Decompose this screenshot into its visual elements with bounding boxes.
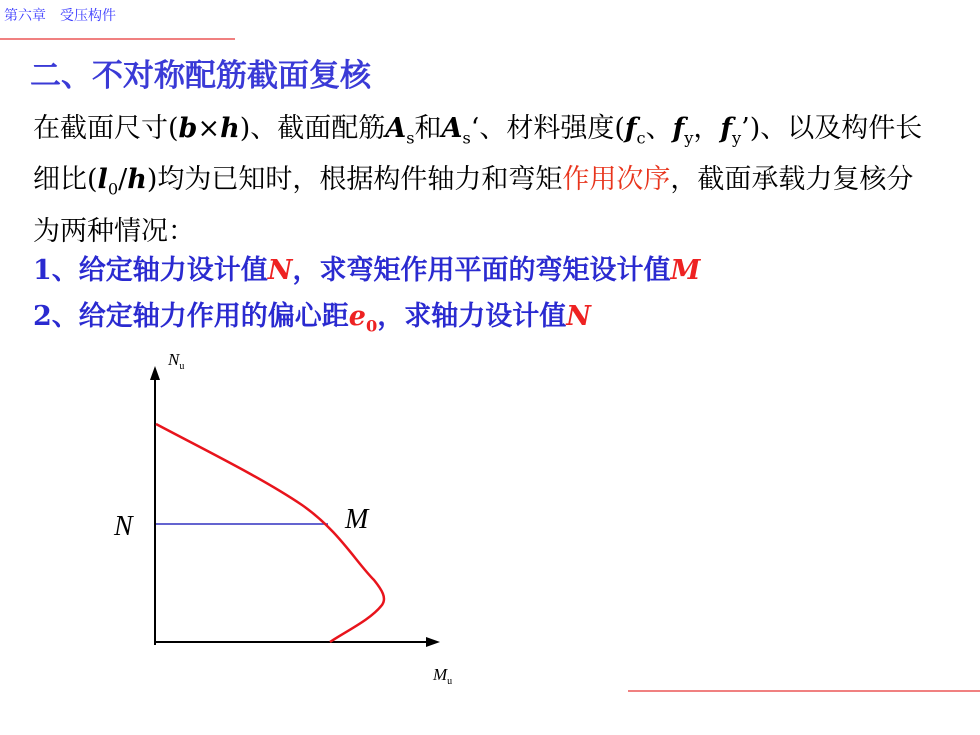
- subscript-0: 0: [107, 179, 119, 199]
- list-item-text: 2、给定轴力作用的偏心距: [33, 301, 349, 332]
- var-N: N: [566, 301, 591, 332]
- var-As: A: [385, 113, 407, 144]
- var-b: b: [178, 113, 198, 144]
- text-segment: /: [118, 164, 128, 196]
- x-axis-arrow: [426, 637, 440, 647]
- text-segment: )、截面配筋: [239, 113, 386, 144]
- subscript-y: y: [684, 128, 694, 148]
- highlight-text: 作用次序: [562, 164, 671, 196]
- text-segment: 在截面尺寸(: [33, 113, 179, 144]
- y-axis-label: $N_u$: [168, 350, 185, 372]
- list-item-text: ，求轴力设计值: [377, 301, 567, 332]
- n-label: N: [114, 511, 133, 542]
- m-label: M: [345, 504, 369, 535]
- list-item-text: ，求弯矩作用平面的弯矩设计值: [292, 255, 671, 286]
- text-segment: ’)、以及构件长细比(: [33, 113, 923, 196]
- var-h: h: [220, 113, 240, 144]
- x-axis-label: $M_u$: [433, 665, 453, 687]
- text-segment: ‘、材料强度(: [470, 113, 625, 144]
- text-segment: 和: [414, 113, 442, 144]
- text-segment: 、: [645, 113, 673, 144]
- text-segment: ，截面承载力复核分为两种情况：: [33, 164, 914, 247]
- var-fc: f: [624, 113, 637, 144]
- chapter-header: 第六章 受压构件: [4, 8, 116, 24]
- y-axis-arrow: [150, 366, 160, 380]
- var-h: h: [127, 164, 147, 196]
- page-title: 二、不对称配筋截面复核: [30, 58, 371, 94]
- subscript-0: 0: [365, 316, 378, 336]
- subscript-c: c: [636, 128, 646, 148]
- list-item-text: 1、给定轴力设计值: [33, 255, 268, 286]
- var-fy-prime: f: [720, 113, 733, 144]
- var-As-prime: A: [441, 113, 463, 144]
- text-segment: ，: [693, 113, 721, 144]
- var-e: e: [348, 301, 366, 332]
- var-N: N: [267, 255, 293, 286]
- times-sign: ×: [197, 113, 221, 144]
- subscript-y: y: [732, 128, 742, 148]
- text-segment: )均为已知时，根据构件轴力和弯矩: [146, 164, 563, 196]
- var-fy: f: [672, 113, 685, 144]
- var-l0: l: [97, 164, 108, 196]
- subscript-s: s: [406, 128, 415, 148]
- var-M: M: [670, 255, 701, 286]
- subscript-s: s: [462, 128, 471, 148]
- footer-divider: [628, 690, 980, 692]
